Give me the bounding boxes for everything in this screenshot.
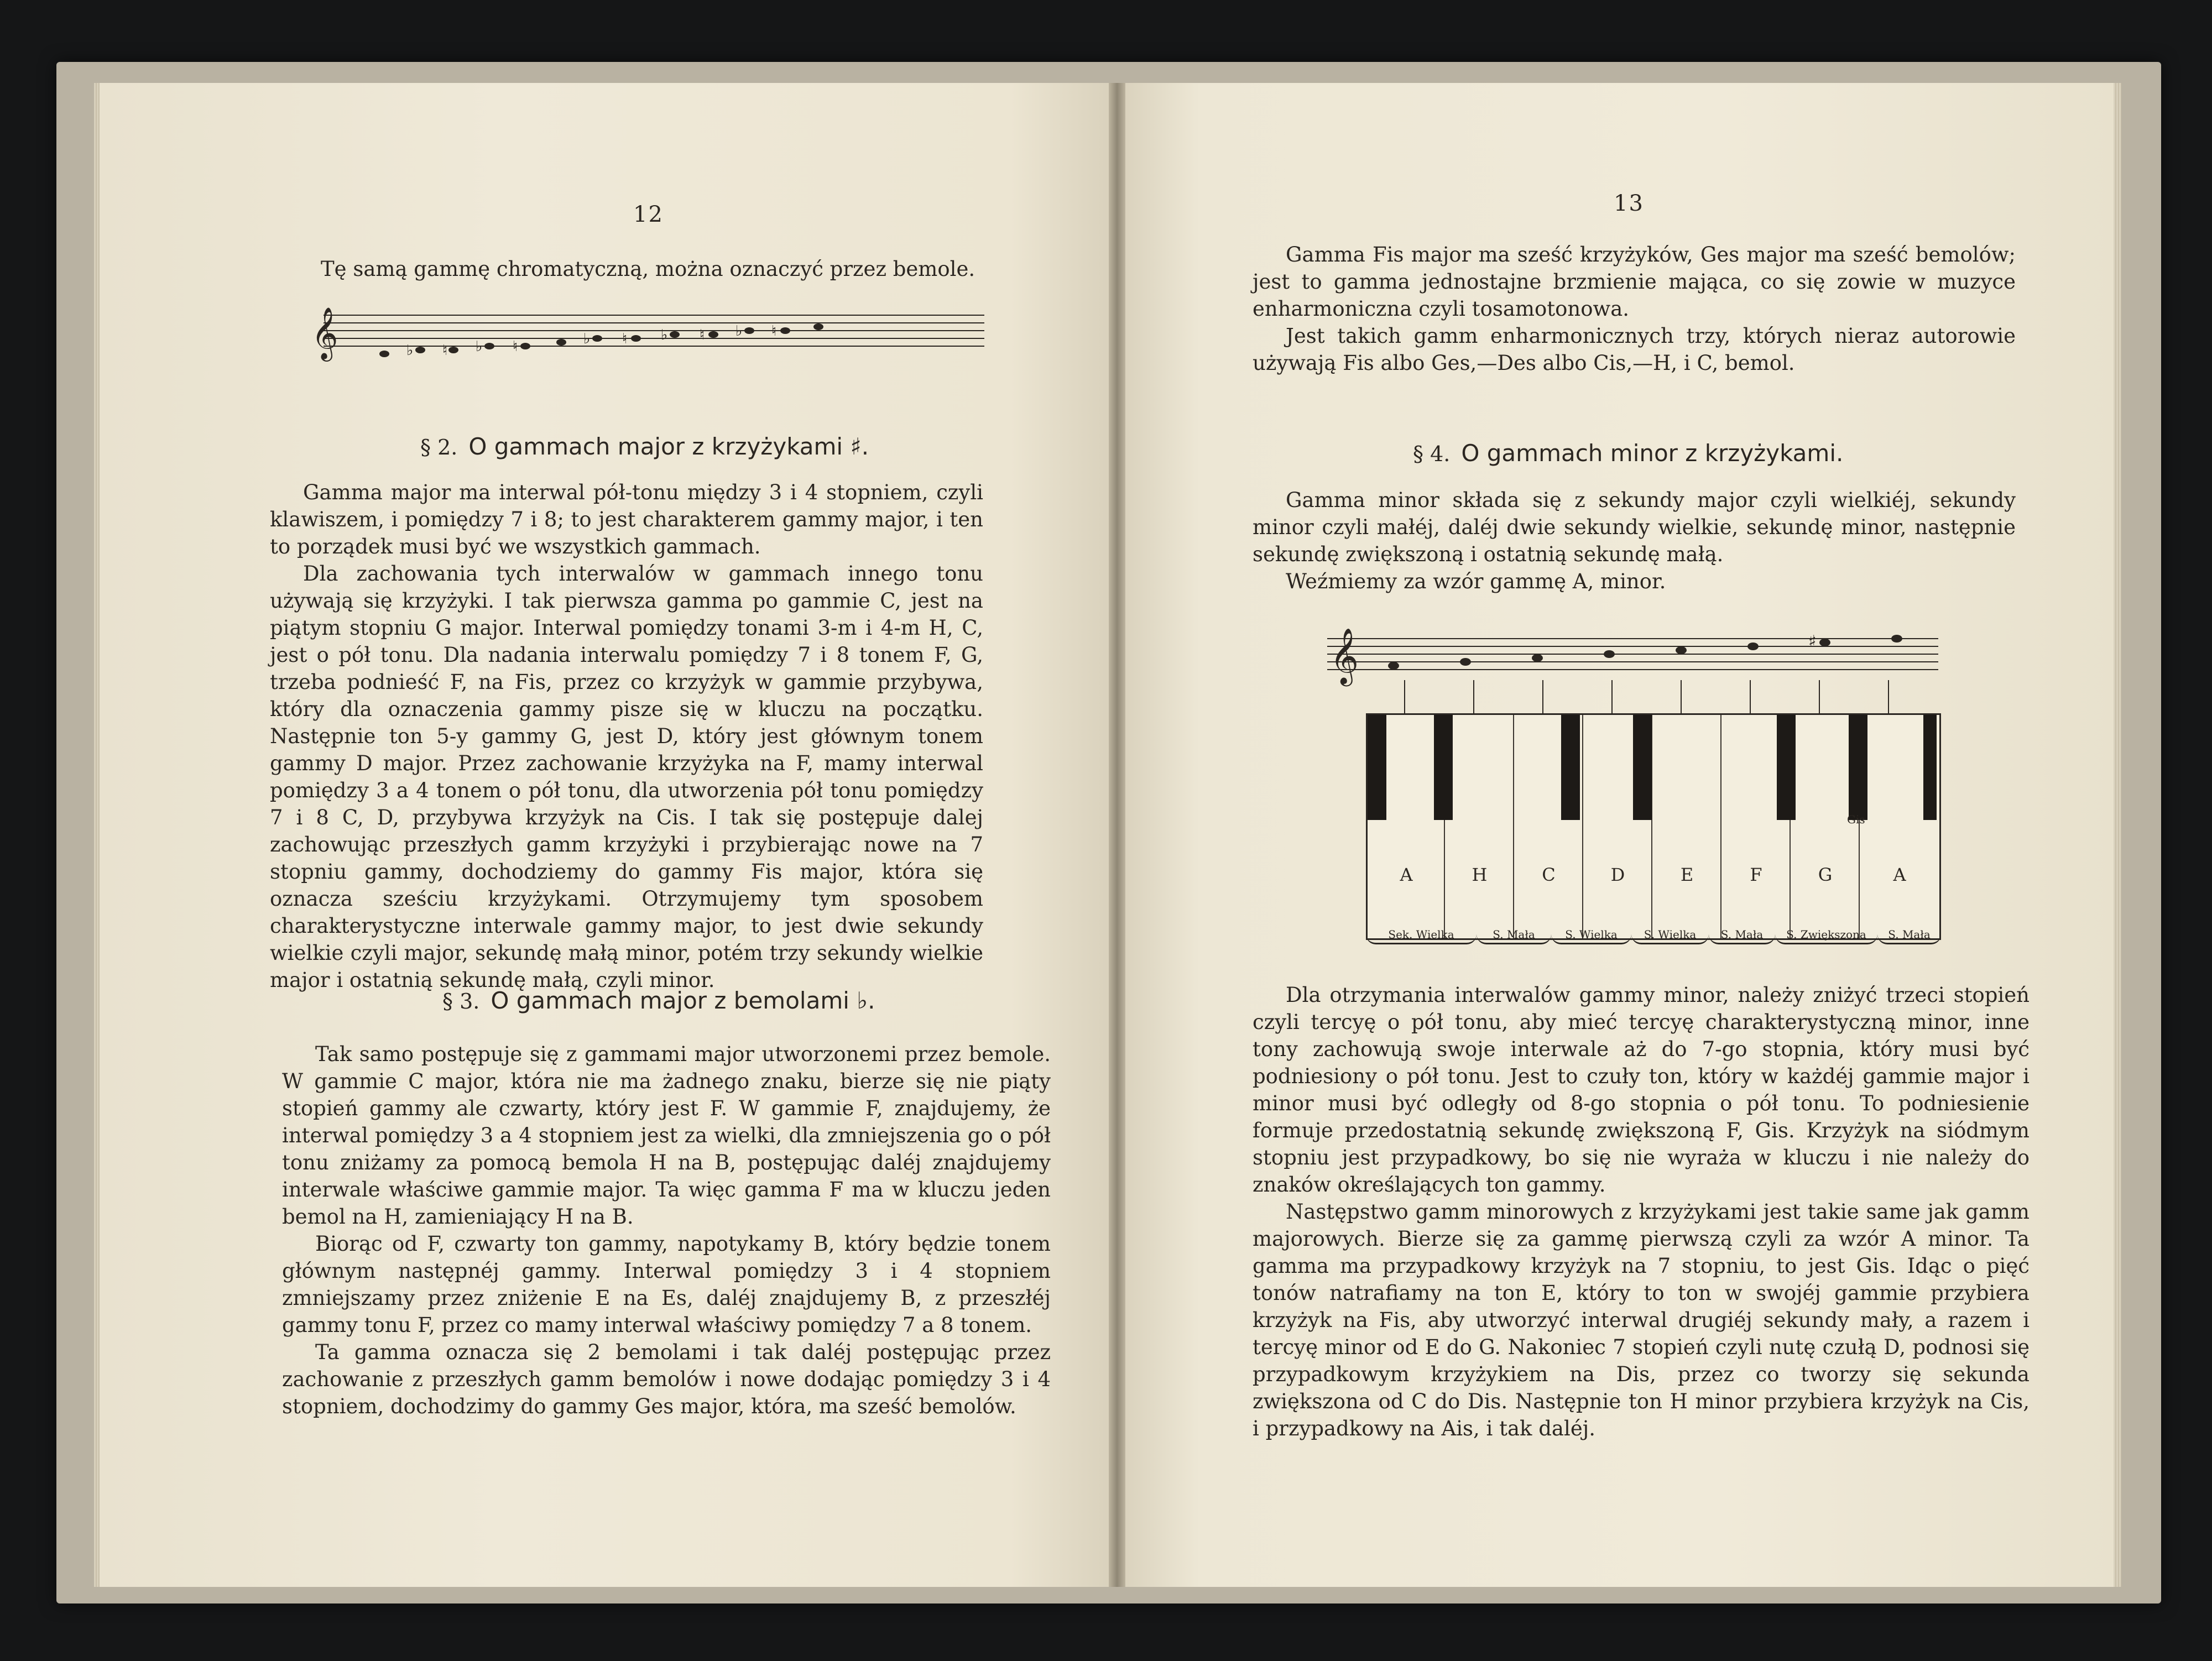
section4-paragraph: Gamma minor składa się z sekundy major czyli wielkiéj, sekundy minor czyli małéj, daléj dwie sekundy wielkie, sekundę minor, następnie sekundę zwiększoną i ostatnią sekundę małą.: [1253, 488, 2016, 566]
section3-paragraph: Tak samo postępuje się z gammami major utworzonemi przez bemole. W gammie C major, która nie ma żadnego znaku, bierze się nie piąty stopień gammy ale czwarty, który jest F. W gammie F, znajdujemy, że interwal pomiędzy 3 a 4 stopniem jest za wielki, dla zmniejszenia go o pół tonu zniżamy za pomocą bemola H na B, postępując daléj znajdujemy interwale właściwe gammie major. Ta więc gamma F ma w kluczu jeden bemol na H, zamieniający H na B.: [282, 1042, 1051, 1229]
interval-label: S. Mała: [1477, 928, 1551, 944]
section4-heading: [1413, 440, 1843, 467]
left-intro-text: Tę samą gammę chromatyczną, można oznaczyć przez bemole.: [321, 257, 975, 281]
interval-labels: [1366, 928, 1941, 950]
section4-after-paragraph: Dla otrzymania interwalów gammy minor, należy zniżyć trzeci stopień czyli tercyę o pół tonu, aby mieć tercyę charakterystyczną minor, inne tony zachowują swoje interwale aż do 7-go stopnia, który musi być podniesiony o pół tonu. Jest to czuły ton, który w każdéj gammie major i minor musi być odległy od 8-go stopnia o pół tonu. To podniesienie formuje przedostatnią sekundę zwiększoną F, Gis. Krzyżyk na siódmym stopniu jest przypadkowy, bo się nie wyraża w kluczu i nie należy do znaków określających ton gammy.: [1253, 983, 2030, 1197]
piano-black-key: [1777, 715, 1796, 820]
svg-text:♮: ♮: [513, 338, 518, 355]
piano-white-key: [1445, 715, 1514, 938]
key-label: D: [1610, 864, 1625, 885]
key-label: C: [1542, 864, 1556, 885]
piano-black-key: [1633, 715, 1652, 820]
piano-black-key: [1434, 715, 1453, 820]
piano-black-key: [1561, 715, 1580, 820]
piano-black-key: [1368, 715, 1386, 820]
piano-black-key: [1923, 715, 1937, 820]
a-minor-scale-staff: [1327, 614, 1941, 713]
interval-label: S. Wielka: [1551, 928, 1631, 944]
section2-title: O gammach major z krzyżykami ♯.: [468, 433, 869, 460]
key-label: G: [1818, 864, 1833, 885]
section3-heading: [442, 987, 875, 1014]
key-label: A: [1400, 864, 1413, 885]
svg-text:♯: ♯: [1808, 632, 1817, 651]
svg-text:♭: ♭: [476, 338, 483, 355]
svg-text:♮: ♮: [442, 342, 448, 359]
interval-label: S. Zwiększona: [1775, 928, 1877, 944]
section3-number: § 3.: [442, 989, 480, 1014]
svg-text:♭: ♭: [406, 342, 414, 359]
svg-text:♮: ♮: [771, 323, 777, 339]
piano-keyboard-diagram: [1366, 713, 1941, 940]
interval-label: S. Mała: [1709, 928, 1775, 944]
book-gutter: [1109, 83, 1125, 1587]
right-intro: [1253, 241, 2016, 377]
svg-text:♭: ♭: [583, 331, 591, 347]
page-number-right: 13: [1614, 191, 1644, 216]
gis-label: Gis: [1847, 813, 1865, 826]
section2-number: § 2.: [420, 435, 458, 459]
svg-text:♮: ♮: [622, 331, 628, 347]
svg-text:♮: ♮: [700, 327, 705, 343]
svg-text:𝄞: 𝄞: [311, 307, 338, 359]
key-label: F: [1750, 864, 1762, 885]
section3-paragraph: Ta gamma oznacza się 2 bemolami i tak daléj postępując przez zachowanie z przeszłych gamm bemolów i nowe dodając pomiędzy 3 i 4 stopniem, dochodzimy do gammy Ges major, która, ma sześć bemolów.: [282, 1340, 1051, 1418]
interval-label: S. Mała: [1877, 928, 1941, 944]
section2-heading: [420, 433, 869, 460]
section3-body: [282, 1041, 1051, 1420]
section4-after-paragraph: Następstwo gamm minorowych z krzyżykami jest takie same jak gamm majorowych. Bierze się za gammę pierwszą czyli za wzór A minor. Ta gamma ma przypadkowy krzyżyk na 7 stopniu, to jest Gis. Idąc o pięć tonów natrafiamy na ton E, który to ton w swojéj gammie przybiera krzyżyk na Fis, aby utworzyć interwal drugiéj sekundy mały, a razem i tercyę minor od E do G. Nakoniec 7 stopień czyli nutę czułą D, podnosi się przypadkowym krzyżykiem na Dis, przez co tworzy się sekunda zwiększona od C do Dis. Następnie ton H minor przybiera krzyżyk na Cis, i przypadkowy na Ais, i tak daléj.: [1253, 1200, 2030, 1440]
section2-body: [270, 479, 983, 994]
section2-paragraph: Gamma major ma interwal pół-tonu między 3 i 4 stopniem, czyli klawiszem, i pomiędzy 7 i 8; to jest charakterem gammy major, i ten to porządek musi być we wszystkich gammach.: [270, 480, 983, 558]
right-intro-paragraph: Jest takich gamm enharmonicznych trzy, których nieraz autorowie używają Fis albo Ges,—Des albo Cis,—H, i C, bemol.: [1253, 324, 2016, 375]
piano-black-key: [1849, 715, 1867, 820]
section4-body: [1253, 487, 2016, 595]
chromatic-scale-flats-staff: [307, 304, 987, 370]
interval-label: S. Wielka: [1631, 928, 1709, 944]
key-label: A: [1893, 864, 1906, 885]
right-page-edge: [2114, 83, 2121, 1587]
left-intro: [321, 255, 984, 283]
key-label: E: [1680, 864, 1694, 885]
svg-text:♭: ♭: [735, 323, 743, 339]
svg-text:𝄞: 𝄞: [1330, 627, 1359, 684]
interval-label: Sek. Wielka: [1366, 928, 1477, 944]
section4-number: § 4.: [1413, 442, 1451, 466]
section4-after-body: [1253, 981, 2030, 1442]
section2-paragraph: Dla zachowania tych interwalów w gammach innego tonu używają się krzyżyki. I tak pierwsza gamma po gammie C, jest na piątym stopniu G major. Interwal pomiędzy tonami 3-m i 4-m H, C, jest o pół tonu. Dla nadania interwalu pomiędzy 7 i 8 tonem F, G, trzeba podnieść F, na Fis, przez co krzyżyk w gammie przybywa, który dla oznaczenia gammy pisze się w kluczu na początku. Następnie ton 5-y gammy G, jest D, który jest głównym tonem gammy D major. Przez zachowanie krzyżyka na F, mamy interwal pomiędzy 3 a 4 tonem o pół tonu, dla utworzenia pół tonu pomiędzy 7 i 8 C, D, przybywa krzyżyk na Cis. I tak się postępuje dalej zachowując przeszłych gamm krzyżyki i przybierając nowe na 7 stopniu gammy, dochodziemy do gammy Fis major, która się oznacza sześciu krzyżykami. Otrzymujemy tym sposobem charakterystyczne interwale gammy major, to jest dwie sekundy wielkie czyli major, sekundę małą minor, potém trzy sekundy wielkie major i ostatnią sekundę małą, czyli minor.: [270, 562, 983, 992]
right-intro-paragraph: Gamma Fis major ma sześć krzyżyków, Ges major ma sześć bemolów; jest to gamma jednostajne brzmienie mająca, co się zowie w muzyce enharmoniczna czyli tosamotonowa.: [1253, 243, 2016, 321]
section4-paragraph: Weźmiemy za wzór gammę A, minor.: [1286, 570, 1666, 593]
key-label: H: [1472, 864, 1488, 885]
svg-text:♭: ♭: [661, 327, 668, 343]
section4-title: O gammach minor z krzyżykami.: [1461, 440, 1844, 467]
section3-title: O gammach major z bemolami ♭.: [491, 987, 875, 1014]
piano-white-key: [1652, 715, 1721, 938]
section3-paragraph: Biorąc od F, czwarty ton gammy, napotykamy B, który będzie tonem głównym następnéj gammy. Interwal pomiędzy 3 i 4 stopniem zmniejszamy przez zniżenie E na Es, daléj znajdujemy B, z przeszłéj gammy tonu F, przez co mamy interwal właściwy pomiędzy 7 a 8 tonem.: [282, 1232, 1051, 1337]
page-number-left: 12: [633, 202, 664, 227]
